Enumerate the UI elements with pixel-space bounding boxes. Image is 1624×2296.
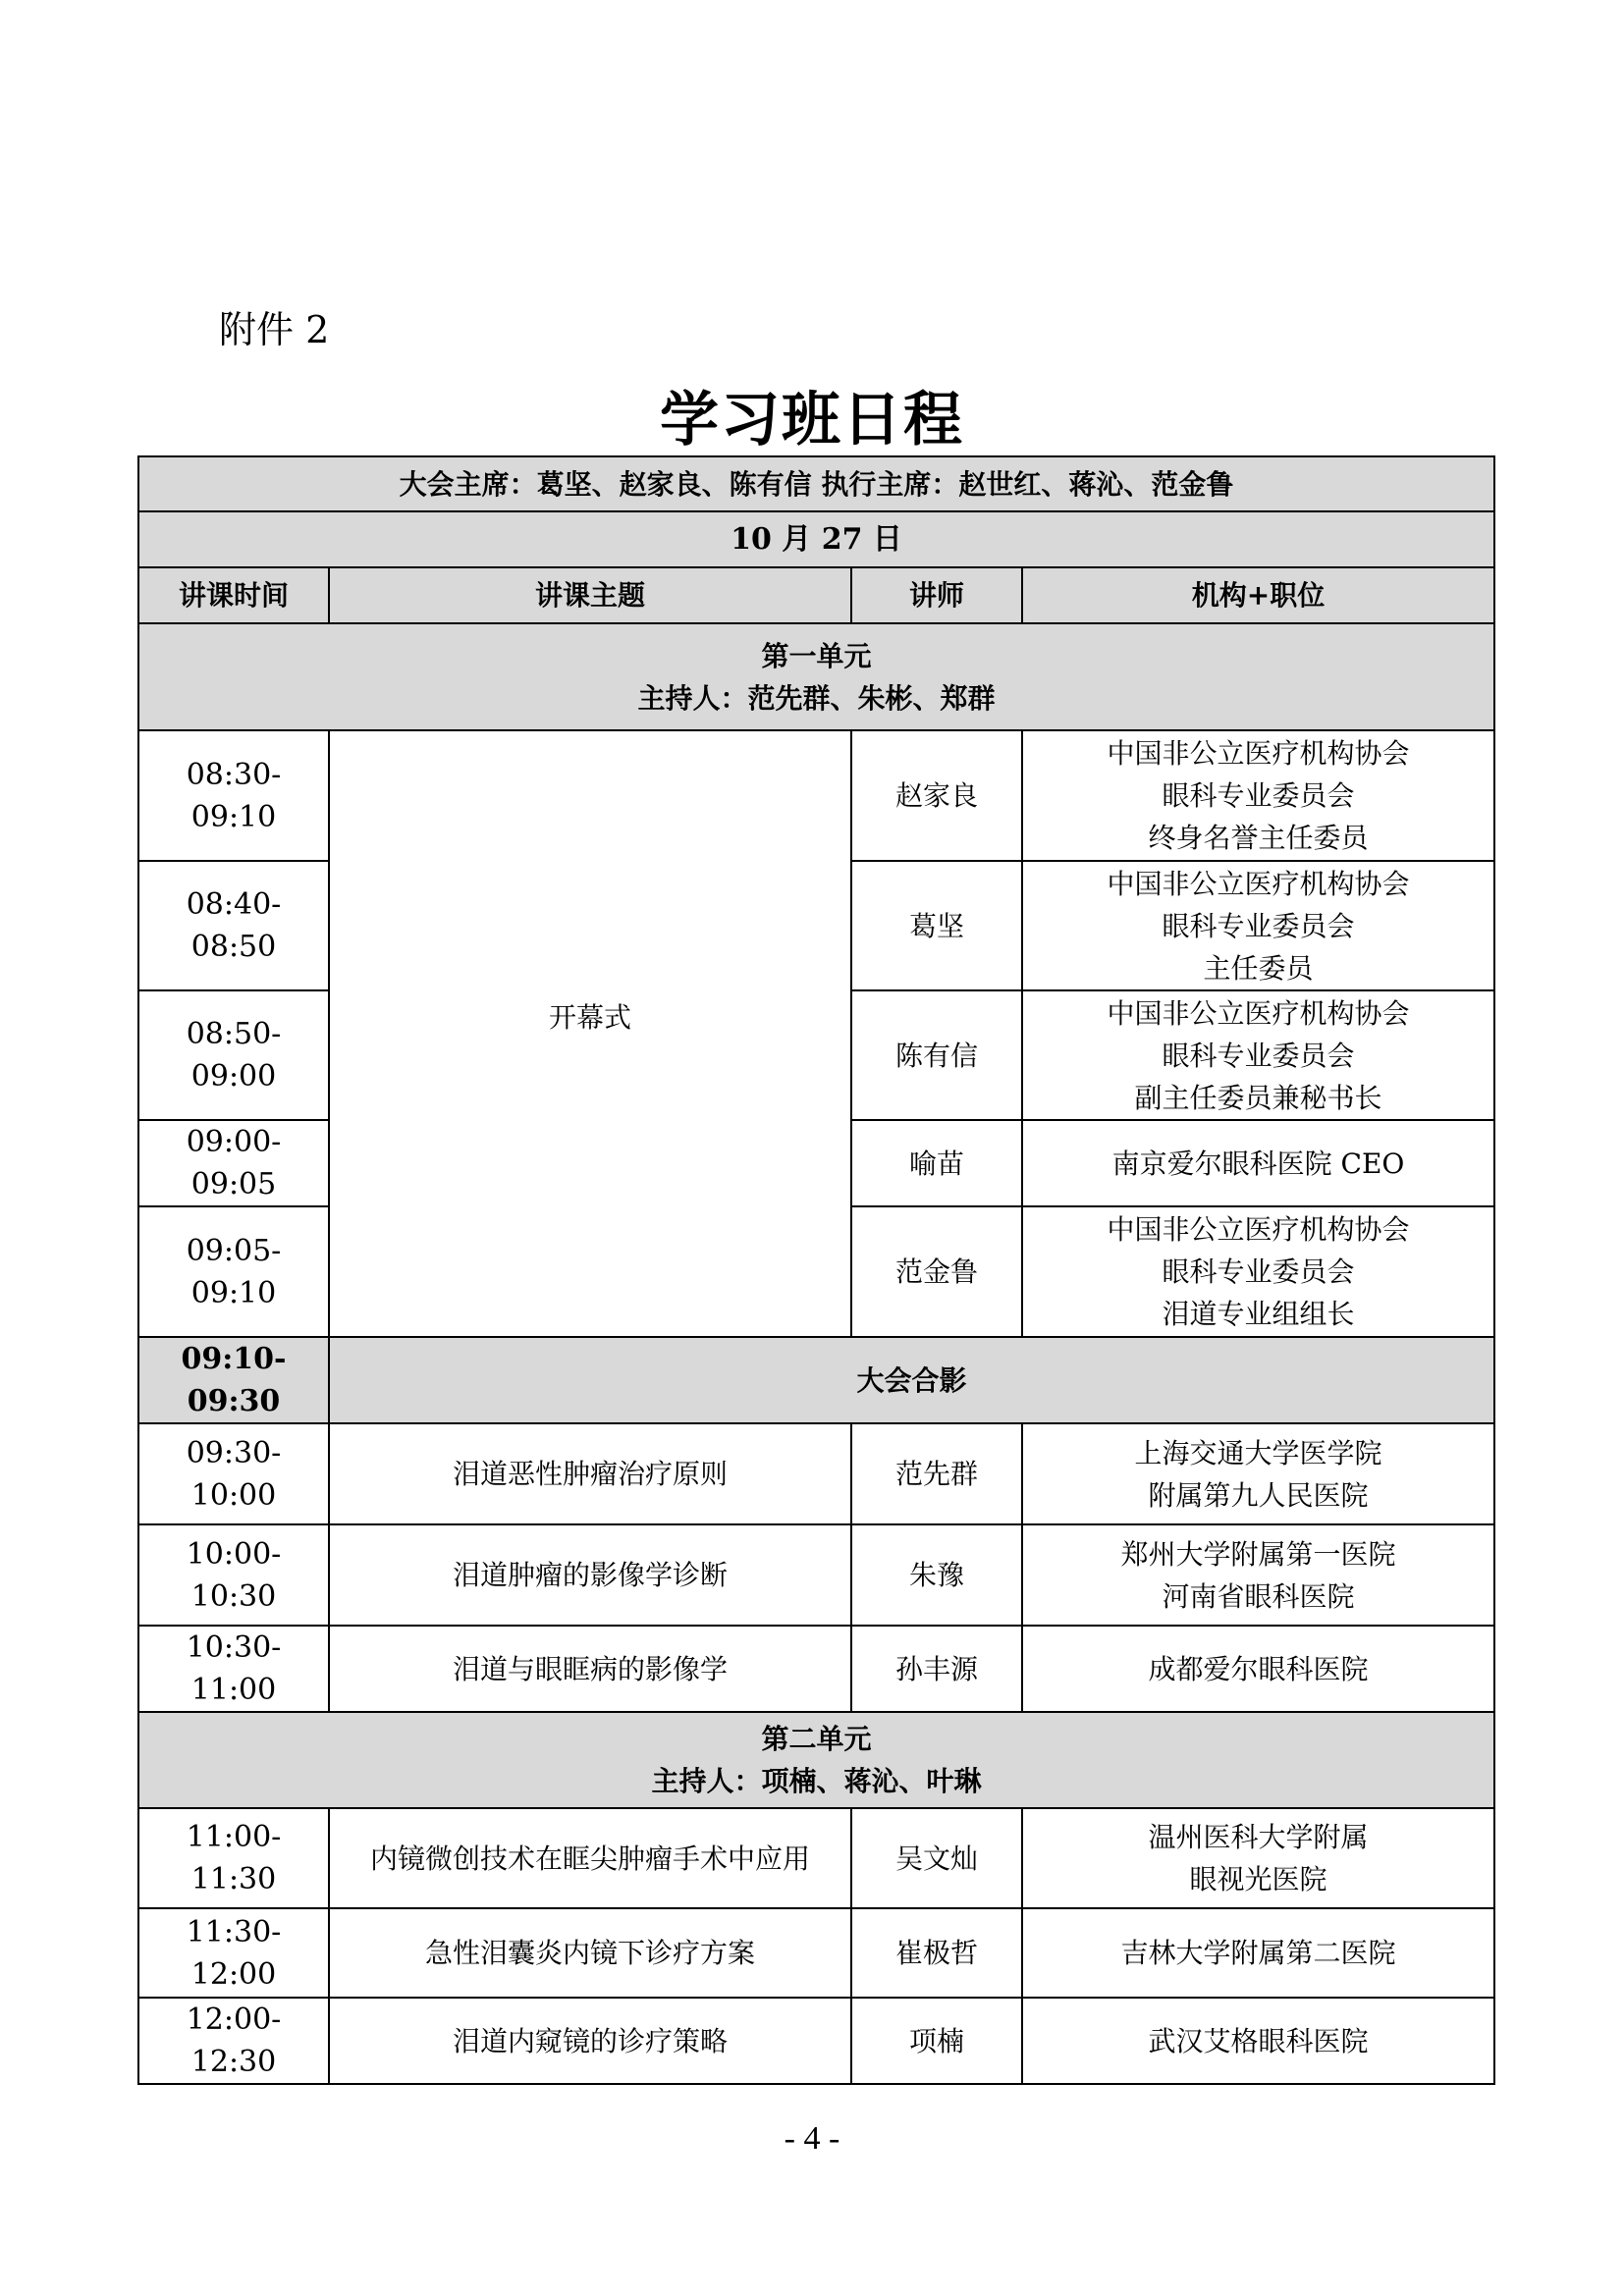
org-line: 中国非公立医疗机构协会 <box>1107 867 1410 900</box>
topic-cell: 泪道肿瘤的影像学诊断 <box>329 1524 851 1626</box>
time-cell: 09:30-10:00 <box>138 1423 329 1524</box>
org-line: 眼视光医院 <box>1189 1863 1327 1896</box>
org-cell <box>1022 1423 1494 1524</box>
org-line: 武汉艾格眼科医院 <box>1148 2024 1369 2057</box>
org-line: 中国非公立医疗机构协会 <box>1107 1213 1410 1246</box>
speaker-cell: 范先群 <box>851 1423 1022 1524</box>
org-cell <box>1022 1908 1494 1998</box>
time-cell: 08:30-09:10 <box>138 730 329 861</box>
photo-time: 09:10-09:30 <box>138 1337 329 1423</box>
time-cell: 10:00-10:30 <box>138 1524 329 1626</box>
speaker-cell: 崔极哲 <box>851 1908 1022 1998</box>
speaker-cell: 喻苗 <box>851 1120 1022 1206</box>
org-cell <box>1022 990 1494 1120</box>
speaker-cell: 范金鲁 <box>851 1206 1022 1337</box>
speaker-cell: 陈有信 <box>851 990 1022 1120</box>
org-line: 郑州大学附属第一医院 <box>1120 1537 1396 1571</box>
chairs-row: 大会主席：葛坚、赵家良、陈有信 执行主席：赵世红、蒋沁、范金鲁 <box>138 456 1494 511</box>
org-line: 眼科专业委员会 <box>1162 909 1355 942</box>
topic-cell: 内镜微创技术在眶尖肿瘤手术中应用 <box>329 1808 851 1908</box>
speaker-cell: 吴文灿 <box>851 1808 1022 1908</box>
unit1-header <box>138 623 1494 730</box>
speaker-cell: 朱豫 <box>851 1524 1022 1626</box>
speaker-cell: 项楠 <box>851 1998 1022 2084</box>
org-cell <box>1022 1998 1494 2084</box>
unit2-header <box>138 1712 1494 1808</box>
unit1-name: 第一单元 <box>761 639 872 672</box>
header-time: 讲课时间 <box>138 567 329 623</box>
org-line: 眼科专业委员会 <box>1162 1039 1355 1072</box>
unit2-name: 第二单元 <box>761 1723 872 1755</box>
org-line: 主任委员 <box>1203 951 1314 985</box>
org-line: 副主任委员兼秘书长 <box>1134 1081 1382 1114</box>
topic-cell: 急性泪囊炎内镜下诊疗方案 <box>329 1908 851 1998</box>
org-cell <box>1022 1120 1494 1206</box>
org-line: 眼科专业委员会 <box>1162 779 1355 812</box>
page-number: - 4 - <box>784 2120 840 2157</box>
page-title: 学习班日程 <box>660 386 964 454</box>
table-row <box>138 1712 1494 1808</box>
photo-label: 大会合影 <box>329 1337 1494 1423</box>
speaker-cell: 葛坚 <box>851 861 1022 990</box>
time-cell: 09:05-09:10 <box>138 1206 329 1337</box>
topic-cell: 泪道内窥镜的诊疗策略 <box>329 1998 851 2084</box>
time-cell: 12:00-12:30 <box>138 1998 329 2084</box>
org-line: 终身名誉主任委员 <box>1148 822 1369 854</box>
header-row <box>138 567 1494 623</box>
org-line: 中国非公立医疗机构协会 <box>1107 996 1410 1030</box>
org-cell <box>1022 1808 1494 1908</box>
opening-topic: 开幕式 <box>329 730 851 1337</box>
org-line: 吉林大学附属第二医院 <box>1120 1937 1396 1969</box>
schedule-table <box>137 455 1495 2085</box>
org-line: 南京爱尔眼科医院 CEO <box>1111 1147 1405 1180</box>
table-row <box>138 1908 1494 1998</box>
org-cell <box>1022 1524 1494 1626</box>
attachment-label: 附件 2 <box>219 308 330 351</box>
speaker-cell: 孙丰源 <box>851 1626 1022 1712</box>
time-cell: 08:40-08:50 <box>138 861 329 990</box>
time-cell: 09:00-09:05 <box>138 1120 329 1206</box>
time-cell: 11:30-12:00 <box>138 1908 329 1998</box>
org-cell <box>1022 1626 1494 1712</box>
table-row <box>138 1337 1494 1423</box>
org-line: 河南省眼科医院 <box>1162 1579 1355 1613</box>
org-line: 中国非公立医疗机构协会 <box>1107 737 1410 770</box>
table-row <box>138 1998 1494 2084</box>
org-cell <box>1022 1206 1494 1337</box>
header-speaker: 讲师 <box>851 567 1022 623</box>
table-row <box>138 730 1494 861</box>
org-cell <box>1022 730 1494 861</box>
table-row <box>138 1626 1494 1712</box>
table-row <box>138 1524 1494 1626</box>
org-line: 上海交通大学医学院 <box>1134 1436 1382 1469</box>
org-line: 泪道专业组组长 <box>1162 1298 1355 1330</box>
org-line: 眼科专业委员会 <box>1162 1255 1355 1288</box>
table-row <box>138 1423 1494 1524</box>
org-cell <box>1022 861 1494 990</box>
topic-cell: 泪道恶性肿瘤治疗原则 <box>329 1423 851 1524</box>
topic-cell: 泪道与眼眶病的影像学 <box>329 1626 851 1712</box>
time-cell: 11:00-11:30 <box>138 1808 329 1908</box>
unit1-hosts: 主持人：范先群、朱彬、郑群 <box>637 681 996 715</box>
header-topic: 讲课主题 <box>329 567 851 623</box>
org-line: 附属第九人民医院 <box>1148 1478 1369 1512</box>
org-line: 成都爱尔眼科医院 <box>1148 1652 1369 1685</box>
table-row <box>138 1808 1494 1908</box>
date-row: 10 月 27 日 <box>138 511 1494 567</box>
unit2-hosts: 主持人：项楠、蒋沁、叶琳 <box>651 1765 982 1797</box>
org-line: 温州医科大学附属 <box>1148 1821 1369 1853</box>
speaker-cell: 赵家良 <box>851 730 1022 861</box>
time-cell: 08:50-09:00 <box>138 990 329 1120</box>
header-org: 机构+职位 <box>1022 567 1494 623</box>
time-cell: 10:30-11:00 <box>138 1626 329 1712</box>
